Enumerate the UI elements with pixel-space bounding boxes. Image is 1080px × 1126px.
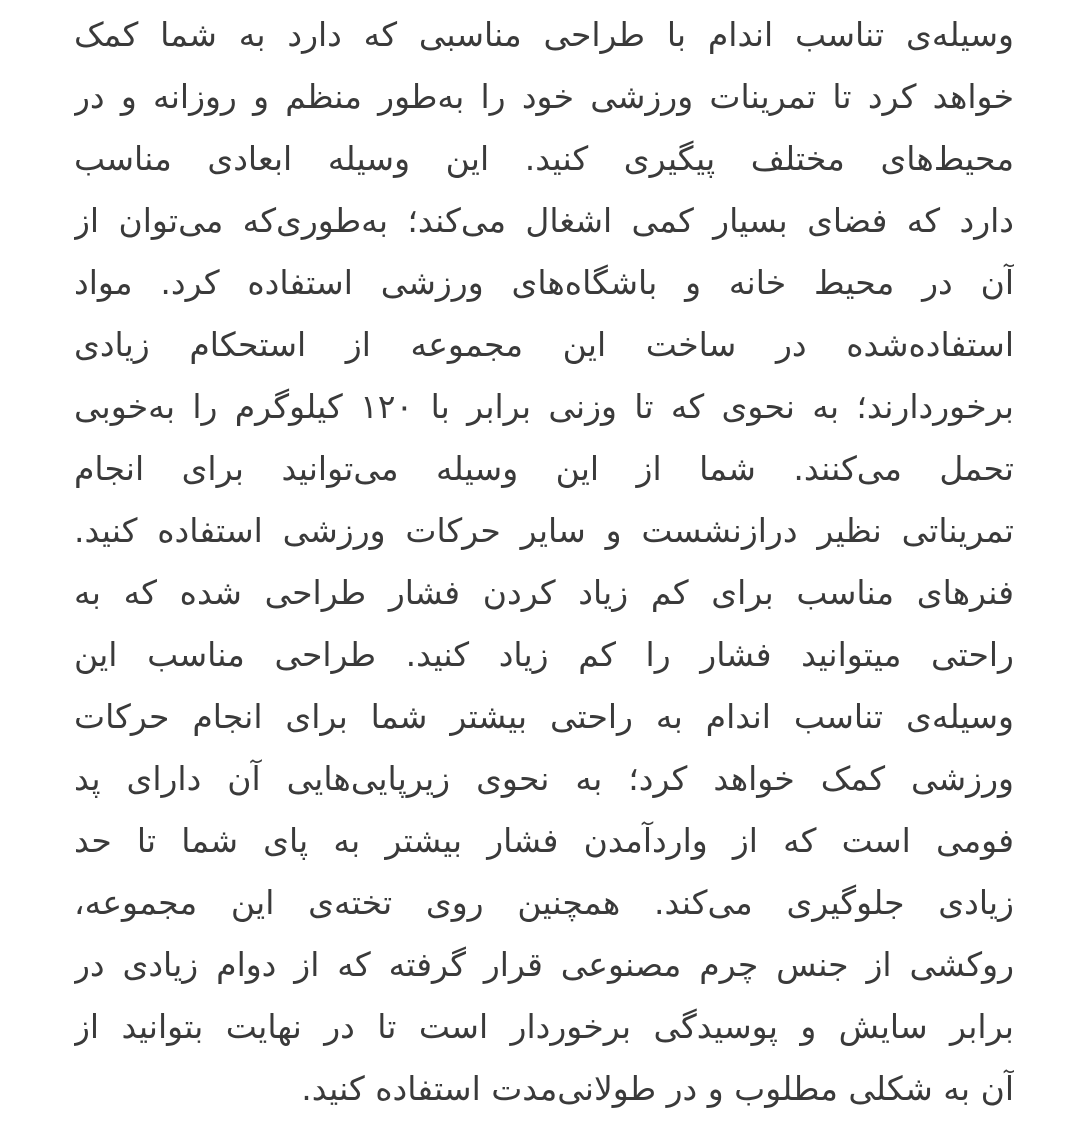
paragraph-line: محیط‌های مختلف پیگیری کنید. این وسیله ابعادی مناسب	[74, 139, 1014, 178]
paragraph-line: زیادی جلوگیری می‌کند. همچنین روی تخته‌ی این مجموعه،	[74, 883, 1014, 922]
paragraph-line: راحتی میتوانید فشار را کم زیاد کنید. طراحی مناسب این	[74, 635, 1014, 674]
paragraph-line: تمریناتی نظیر درازنشست و سایر حرکات ورزشی استفاده کنید.	[74, 511, 1014, 550]
paragraph-last-line: آن به شکلی مطلوب و در طولانی‌مدت استفاده کنید.	[301, 1069, 1014, 1108]
paragraph-line: روکشی از جنس چرم مصنوعی قرار گرفته که از دوام زیادی در	[74, 945, 1014, 984]
paragraph-line: برخوردارند؛ به نحوی که تا وزنی برابر با ۱۲۰ کیلوگرم را به‌خوبی	[74, 387, 1014, 426]
paragraph-line: فومی است که از واردآمدن فشار بیشتر به پای شما تا حد	[74, 821, 1014, 860]
paragraph-line: برابر سایش و پوسیدگی برخوردار است تا در نهایت بتوانید از	[74, 1007, 1014, 1046]
paragraph-line: وسیله‌ی تناسب اندام با طراحی مناسبی که دارد به شما کمک	[74, 15, 1014, 54]
paragraph-line: ورزشی کمک خواهد کرد؛ به نحوی زیرپایی‌هایی آن دارای پد	[74, 759, 1014, 798]
paragraph-line: وسیله‌ی تناسب اندام به راحتی بیشتر شما برای انجام حرکات	[74, 697, 1014, 736]
paragraph-line: دارد که فضای بسیار کمی اشغال می‌کند؛ به‌طوری‌که می‌توان از	[74, 201, 1014, 240]
paragraph-line: فنرهای مناسب برای کم زیاد کردن فشار طراحی شده که به	[74, 573, 1014, 612]
article-body	[0, 6, 1080, 1116]
paragraph-line: خواهد کرد تا تمرینات ورزشی خود را به‌طور منظم و روزانه و در	[74, 77, 1014, 116]
paragraph-line: آن در محیط خانه و باشگاه‌های ورزشی استفاده کرد. مواد	[74, 263, 1014, 302]
paragraph-line: تحمل می‌کنند. شما از این وسیله می‌توانید برای انجام	[74, 449, 1014, 488]
paragraph-line: استفاده‌شده در ساخت این مجموعه از استحکام زیادی	[74, 325, 1014, 364]
